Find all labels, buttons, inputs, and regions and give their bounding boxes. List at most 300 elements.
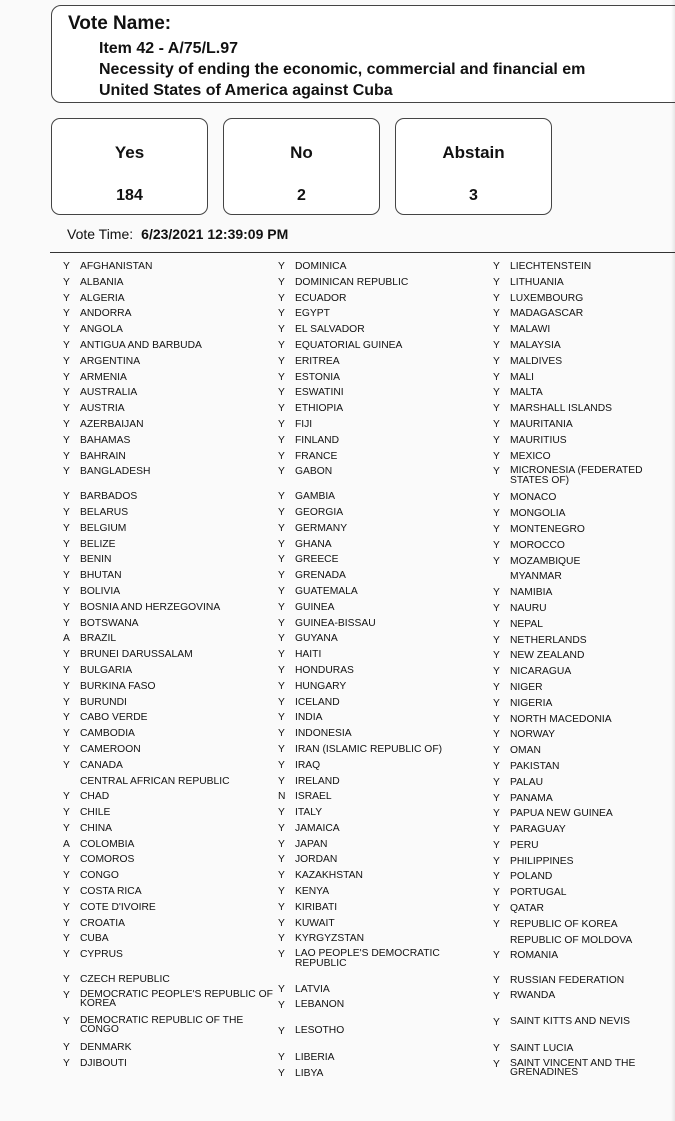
vote-row xyxy=(278,823,493,839)
vote-code: Y xyxy=(63,933,70,945)
country-name: CHILE xyxy=(80,807,111,819)
vote-row xyxy=(63,261,278,277)
country-name: HONDURAS xyxy=(295,664,354,676)
country-name: GRENADA xyxy=(295,570,346,582)
vote-code: Y xyxy=(493,975,500,987)
vote-row xyxy=(63,308,278,324)
vote-row xyxy=(493,935,675,951)
vote-column-1 xyxy=(63,261,278,1073)
country-name: BRAZIL xyxy=(80,633,117,645)
vote-row xyxy=(493,761,675,777)
country-name: KENYA xyxy=(295,886,330,898)
vote-row xyxy=(63,491,278,507)
vote-row xyxy=(278,602,493,618)
vote-row xyxy=(278,507,493,523)
country-name: CAMEROON xyxy=(80,743,141,755)
country-name: LAO PEOPLE'S DEMOCRATIC REPUBLIC xyxy=(295,948,440,969)
vote-code: Y xyxy=(63,791,70,803)
country-name: ARMENIA xyxy=(80,371,127,383)
country-name: JAPAN xyxy=(295,838,328,850)
vote-row xyxy=(493,508,675,524)
country-name: MALAWI xyxy=(510,324,551,336)
country-name: GREECE xyxy=(295,554,339,566)
vote-row xyxy=(493,887,675,903)
country-name: ALGERIA xyxy=(80,292,125,304)
country-name: MADAGASCAR xyxy=(510,308,584,320)
vote-row xyxy=(493,871,675,887)
vote-row xyxy=(63,539,278,555)
country-name: BHUTAN xyxy=(80,570,122,582)
vote-row xyxy=(278,807,493,823)
vote-name-label: Vote Name: xyxy=(68,13,172,34)
vote-code: Y xyxy=(63,901,70,913)
no-tally-box xyxy=(223,118,380,215)
country-name: ERITREA xyxy=(295,355,340,367)
vote-code: Y xyxy=(63,974,70,986)
vote-code: Y xyxy=(63,759,70,771)
vote-row xyxy=(493,419,675,435)
country-name: INDONESIA xyxy=(295,728,352,740)
vote-code: Y xyxy=(493,776,500,788)
vote-row xyxy=(278,403,493,419)
vote-code: Y xyxy=(493,808,500,820)
country-name: ANGOLA xyxy=(80,324,123,336)
vote-code: Y xyxy=(493,950,500,962)
vote-row xyxy=(278,918,493,934)
vote-row xyxy=(493,451,675,467)
vote-code: Y xyxy=(63,403,70,415)
vote-row xyxy=(63,697,278,713)
vote-row xyxy=(493,277,675,293)
country-name: BENIN xyxy=(80,554,112,566)
vote-row xyxy=(278,618,493,634)
vote-row xyxy=(278,435,493,451)
country-name: EL SALVADOR xyxy=(295,324,365,336)
country-name: ESWATINI xyxy=(295,387,344,399)
country-name: NEW ZEALAND xyxy=(510,650,585,662)
vote-code: Y xyxy=(278,261,285,272)
vote-code: Y xyxy=(63,261,70,272)
vote-code: Y xyxy=(493,387,500,399)
vote-code: Y xyxy=(63,339,70,351)
vote-code: Y xyxy=(278,506,285,518)
vote-row xyxy=(278,523,493,539)
country-name: NETHERLANDS xyxy=(510,634,587,646)
country-name: LATVIA xyxy=(295,984,330,996)
country-name: GHANA xyxy=(295,538,332,550)
vote-code: Y xyxy=(278,1067,285,1079)
vote-code: Y xyxy=(278,403,285,415)
vote-code: Y xyxy=(63,680,70,692)
vote-row xyxy=(493,356,675,372)
vote-row xyxy=(278,554,493,570)
vote-code: Y xyxy=(278,759,285,771)
country-name: BURKINA FASO xyxy=(80,680,156,692)
vote-code: Y xyxy=(278,491,285,503)
vote-row xyxy=(278,1026,493,1052)
vote-code: Y xyxy=(493,760,500,772)
country-name: LUXEMBOURG xyxy=(510,292,584,304)
vote-row xyxy=(278,870,493,886)
vote-row xyxy=(493,466,675,492)
vote-code: Y xyxy=(278,538,285,550)
vote-code: Y xyxy=(493,324,500,336)
vote-row xyxy=(63,649,278,665)
vote-row xyxy=(278,1068,493,1084)
vote-row xyxy=(278,419,493,435)
vote-row xyxy=(63,886,278,902)
vote-code: N xyxy=(278,791,286,803)
vote-row xyxy=(493,603,675,619)
country-name: JAMAICA xyxy=(295,822,340,834)
vote-row xyxy=(63,760,278,776)
vote-row xyxy=(493,324,675,340)
vote-code: A xyxy=(63,633,70,645)
vote-row xyxy=(63,728,278,744)
vote-code: Y xyxy=(63,743,70,755)
vote-row xyxy=(493,650,675,666)
vote-row xyxy=(278,1000,493,1026)
vote-code: Y xyxy=(493,871,500,883)
vote-code: Y xyxy=(493,792,500,804)
vote-row xyxy=(63,618,278,634)
vote-row xyxy=(278,633,493,649)
vote-code: Y xyxy=(63,949,70,961)
vote-row xyxy=(493,1043,675,1059)
no-count: 2 xyxy=(297,187,306,204)
vote-row xyxy=(493,714,675,730)
vote-code: Y xyxy=(278,339,285,351)
vote-code xyxy=(493,935,510,951)
vote-row xyxy=(493,556,675,572)
vote-row xyxy=(278,791,493,807)
country-name: LIECHTENSTEIN xyxy=(510,261,592,272)
country-name: OMAN xyxy=(510,745,541,757)
vote-row xyxy=(493,372,675,388)
vote-code: Y xyxy=(63,387,70,399)
vote-code: Y xyxy=(493,918,500,930)
country-name: GUINEA xyxy=(295,601,335,613)
vote-row xyxy=(493,729,675,745)
vote-code: Y xyxy=(493,434,500,446)
vote-code: Y xyxy=(278,949,285,961)
country-name: COTE D'IVOIRE xyxy=(80,901,156,913)
header-divider xyxy=(50,252,675,253)
vote-row xyxy=(63,324,278,340)
abstain-tally-box xyxy=(395,118,552,215)
vote-code: Y xyxy=(63,807,70,819)
vote-code: Y xyxy=(63,822,70,834)
vote-row xyxy=(493,666,675,682)
vote-code: Y xyxy=(63,434,70,446)
vote-row xyxy=(493,340,675,356)
vote-row xyxy=(278,451,493,467)
country-name: MEXICO xyxy=(510,450,551,462)
country-name: GEORGIA xyxy=(295,506,344,518)
vote-code: Y xyxy=(63,538,70,550)
vote-row xyxy=(493,524,675,540)
country-name: BOSNIA AND HERZEGOVINA xyxy=(80,601,221,613)
country-name: COMOROS xyxy=(80,854,135,866)
vote-code: Y xyxy=(63,450,70,462)
vote-row xyxy=(493,587,675,603)
yes-count: 184 xyxy=(116,187,143,204)
country-name: PARAGUAY xyxy=(510,824,566,836)
vote-code: Y xyxy=(278,371,285,383)
country-name: SAINT VINCENT AND THE GRENADINES xyxy=(510,1057,636,1079)
country-name: BOLIVIA xyxy=(80,585,121,597)
vote-row xyxy=(493,793,675,809)
vote-code: Y xyxy=(63,570,70,582)
vote-row xyxy=(63,918,278,934)
vote-row xyxy=(63,570,278,586)
country-name: MONGOLIA xyxy=(510,508,566,520)
vote-code: Y xyxy=(493,403,500,415)
country-name: AUSTRIA xyxy=(80,403,125,415)
vote-row xyxy=(278,261,493,277)
country-name: PANAMA xyxy=(510,792,553,804)
country-name: ICELAND xyxy=(295,696,340,708)
vote-row xyxy=(278,933,493,949)
country-name: AFGHANISTAN xyxy=(80,261,153,272)
country-name: REPUBLIC OF MOLDOVA xyxy=(510,934,633,946)
country-name: FIJI xyxy=(295,418,313,430)
country-name: BURUNDI xyxy=(80,696,127,708)
vote-row xyxy=(278,665,493,681)
country-name: AZERBAIJAN xyxy=(80,418,144,430)
country-name: MARSHALL ISLANDS xyxy=(510,403,613,415)
vote-column-3 xyxy=(493,261,675,1085)
country-name: ALBANIA xyxy=(80,276,124,288)
vote-code: Y xyxy=(63,324,70,336)
vote-code: Y xyxy=(63,554,70,566)
vote-row xyxy=(63,933,278,949)
country-name: BAHAMAS xyxy=(80,434,131,446)
country-name: ITALY xyxy=(295,807,323,819)
vote-time-value: 6/23/2021 12:39:09 PM xyxy=(141,226,289,242)
vote-code: Y xyxy=(493,681,500,693)
vote-row xyxy=(278,586,493,602)
vote-code: Y xyxy=(493,650,500,662)
country-name: LEBANON xyxy=(295,999,345,1011)
vote-code: Y xyxy=(278,418,285,430)
vote-code: Y xyxy=(63,1015,70,1027)
vote-row xyxy=(278,760,493,776)
vote-code: Y xyxy=(493,991,500,1003)
vote-code: Y xyxy=(493,713,500,725)
vote-code: Y xyxy=(278,680,285,692)
country-name: PERU xyxy=(510,839,539,851)
vote-row xyxy=(278,1052,493,1068)
vote-code: Y xyxy=(278,466,285,478)
vote-code: Y xyxy=(493,523,500,535)
vote-code: Y xyxy=(278,807,285,819)
vote-code: Y xyxy=(278,570,285,582)
country-name: DENMARK xyxy=(80,1041,132,1053)
vote-code: Y xyxy=(63,585,70,597)
country-name: FINLAND xyxy=(295,434,340,446)
vote-code: Y xyxy=(278,886,285,898)
vote-code: Y xyxy=(278,870,285,882)
vote-row xyxy=(63,633,278,649)
vote-row xyxy=(278,491,493,507)
vote-row xyxy=(493,991,675,1017)
country-name: NEPAL xyxy=(510,618,544,630)
vote-code: Y xyxy=(63,696,70,708)
vote-row xyxy=(493,1017,675,1043)
country-name: MONTENEGRO xyxy=(510,523,585,535)
vote-code: Y xyxy=(493,355,500,367)
vote-code: Y xyxy=(493,292,500,304)
country-name: RWANDA xyxy=(510,990,556,1002)
vote-code: Y xyxy=(278,728,285,740)
vote-code: Y xyxy=(278,984,285,996)
vote-row xyxy=(493,403,675,419)
country-name: DEMOCRATIC PEOPLE'S REPUBLIC OF KOREA xyxy=(80,988,273,1010)
vote-row xyxy=(278,697,493,713)
country-name: NIGERIA xyxy=(510,697,553,709)
vote-code: Y xyxy=(63,870,70,882)
vote-code: Y xyxy=(493,450,500,462)
country-name: BULGARIA xyxy=(80,664,133,676)
country-name: IRELAND xyxy=(295,775,340,787)
country-name: RUSSIAN FEDERATION xyxy=(510,975,625,987)
vote-name-box xyxy=(51,5,675,103)
vote-row xyxy=(278,277,493,293)
country-name: EGYPT xyxy=(295,308,330,320)
vote-row xyxy=(278,324,493,340)
vote-code: Y xyxy=(493,555,500,567)
country-name: CONGO xyxy=(80,870,119,882)
country-name: BRUNEI DARUSSALAM xyxy=(80,649,193,661)
vote-code: A xyxy=(63,838,70,850)
vote-time-label: Vote Time: xyxy=(67,226,134,242)
vote-row xyxy=(63,451,278,467)
country-name: GERMANY xyxy=(295,522,348,534)
vote-row xyxy=(493,824,675,840)
vote-code: Y xyxy=(493,666,500,678)
vote-code: Y xyxy=(278,649,285,661)
country-name: BELGIUM xyxy=(80,522,127,534)
country-name: DOMINICA xyxy=(295,261,347,272)
vote-code: Y xyxy=(63,917,70,929)
vote-row xyxy=(493,745,675,761)
country-name: MALI xyxy=(510,371,535,383)
vote-row xyxy=(493,919,675,935)
vote-row xyxy=(278,356,493,372)
vote-row xyxy=(493,387,675,403)
country-name: CROATIA xyxy=(80,917,126,929)
vote-code: Y xyxy=(493,371,500,383)
vote-row xyxy=(63,602,278,618)
country-name: KUWAIT xyxy=(295,917,335,929)
vote-code: Y xyxy=(493,418,500,430)
vote-code: Y xyxy=(63,522,70,534)
vote-code: Y xyxy=(63,664,70,676)
vote-row xyxy=(63,277,278,293)
vote-code: Y xyxy=(63,506,70,518)
vote-row xyxy=(493,308,675,324)
country-name: HUNGARY xyxy=(295,680,347,692)
country-name: GUYANA xyxy=(295,633,338,645)
page-edge-shadow xyxy=(671,0,675,1121)
vote-row xyxy=(493,698,675,714)
country-name: CANADA xyxy=(80,759,123,771)
vote-row xyxy=(63,854,278,870)
vote-row xyxy=(63,776,278,792)
vote-code: Y xyxy=(493,308,500,320)
vote-code: Y xyxy=(493,824,500,836)
country-name: NAURU xyxy=(510,602,547,614)
country-name: MICRONESIA (FEDERATED STATES OF) xyxy=(510,465,643,486)
vote-code: Y xyxy=(278,1000,285,1012)
vote-code: Y xyxy=(493,855,500,867)
vote-code: Y xyxy=(63,1041,70,1053)
vote-code: Y xyxy=(63,728,70,740)
vote-row xyxy=(278,308,493,324)
vote-code: Y xyxy=(493,261,500,272)
vote-row xyxy=(63,435,278,451)
vote-row xyxy=(63,974,278,990)
country-name: NORWAY xyxy=(510,729,556,741)
vote-code: Y xyxy=(493,276,500,288)
country-name: KYRGYZSTAN xyxy=(295,933,365,945)
vote-code: Y xyxy=(493,587,500,599)
vote-code: Y xyxy=(63,308,70,320)
country-name: SAINT KITTS AND NEVIS xyxy=(510,1016,630,1028)
vote-code: Y xyxy=(493,839,500,851)
vote-code: Y xyxy=(278,696,285,708)
country-name: MALDIVES xyxy=(510,355,563,367)
vote-code: Y xyxy=(63,854,70,866)
vote-code: Y xyxy=(278,712,285,724)
vote-row xyxy=(63,744,278,760)
yes-tally-box xyxy=(51,118,208,215)
country-name: DOMINICAN REPUBLIC xyxy=(295,276,409,288)
vote-row xyxy=(493,1059,675,1085)
vote-row xyxy=(493,540,675,556)
vote-code: Y xyxy=(278,664,285,676)
country-name: GUINEA-BISSAU xyxy=(295,617,376,629)
country-name: PAKISTAN xyxy=(510,760,560,772)
vote-code: Y xyxy=(493,339,500,351)
vote-code: Y xyxy=(278,292,285,304)
vote-row xyxy=(63,807,278,823)
vote-code: Y xyxy=(493,602,500,614)
vote-code: Y xyxy=(278,617,285,629)
vote-code: Y xyxy=(278,434,285,446)
country-name: IRAQ xyxy=(295,759,321,771)
vote-code: Y xyxy=(63,292,70,304)
vote-code: Y xyxy=(278,854,285,866)
vote-row xyxy=(493,808,675,824)
vote-code: Y xyxy=(63,355,70,367)
vote-code: Y xyxy=(278,838,285,850)
vote-code: Y xyxy=(63,886,70,898)
vote-code: Y xyxy=(493,1043,500,1055)
vote-row xyxy=(63,949,278,965)
vote-row xyxy=(63,1042,278,1058)
vote-code: Y xyxy=(63,276,70,288)
country-name: QATAR xyxy=(510,903,544,915)
country-name: CENTRAL AFRICAN REPUBLIC xyxy=(80,775,230,787)
vote-code: Y xyxy=(493,539,500,551)
country-name: PORTUGAL xyxy=(510,887,567,899)
vote-row xyxy=(493,571,675,587)
vote-row xyxy=(493,619,675,635)
country-name: AUSTRALIA xyxy=(80,387,138,399)
country-name: IRAN (ISLAMIC REPUBLIC OF) xyxy=(295,743,443,755)
